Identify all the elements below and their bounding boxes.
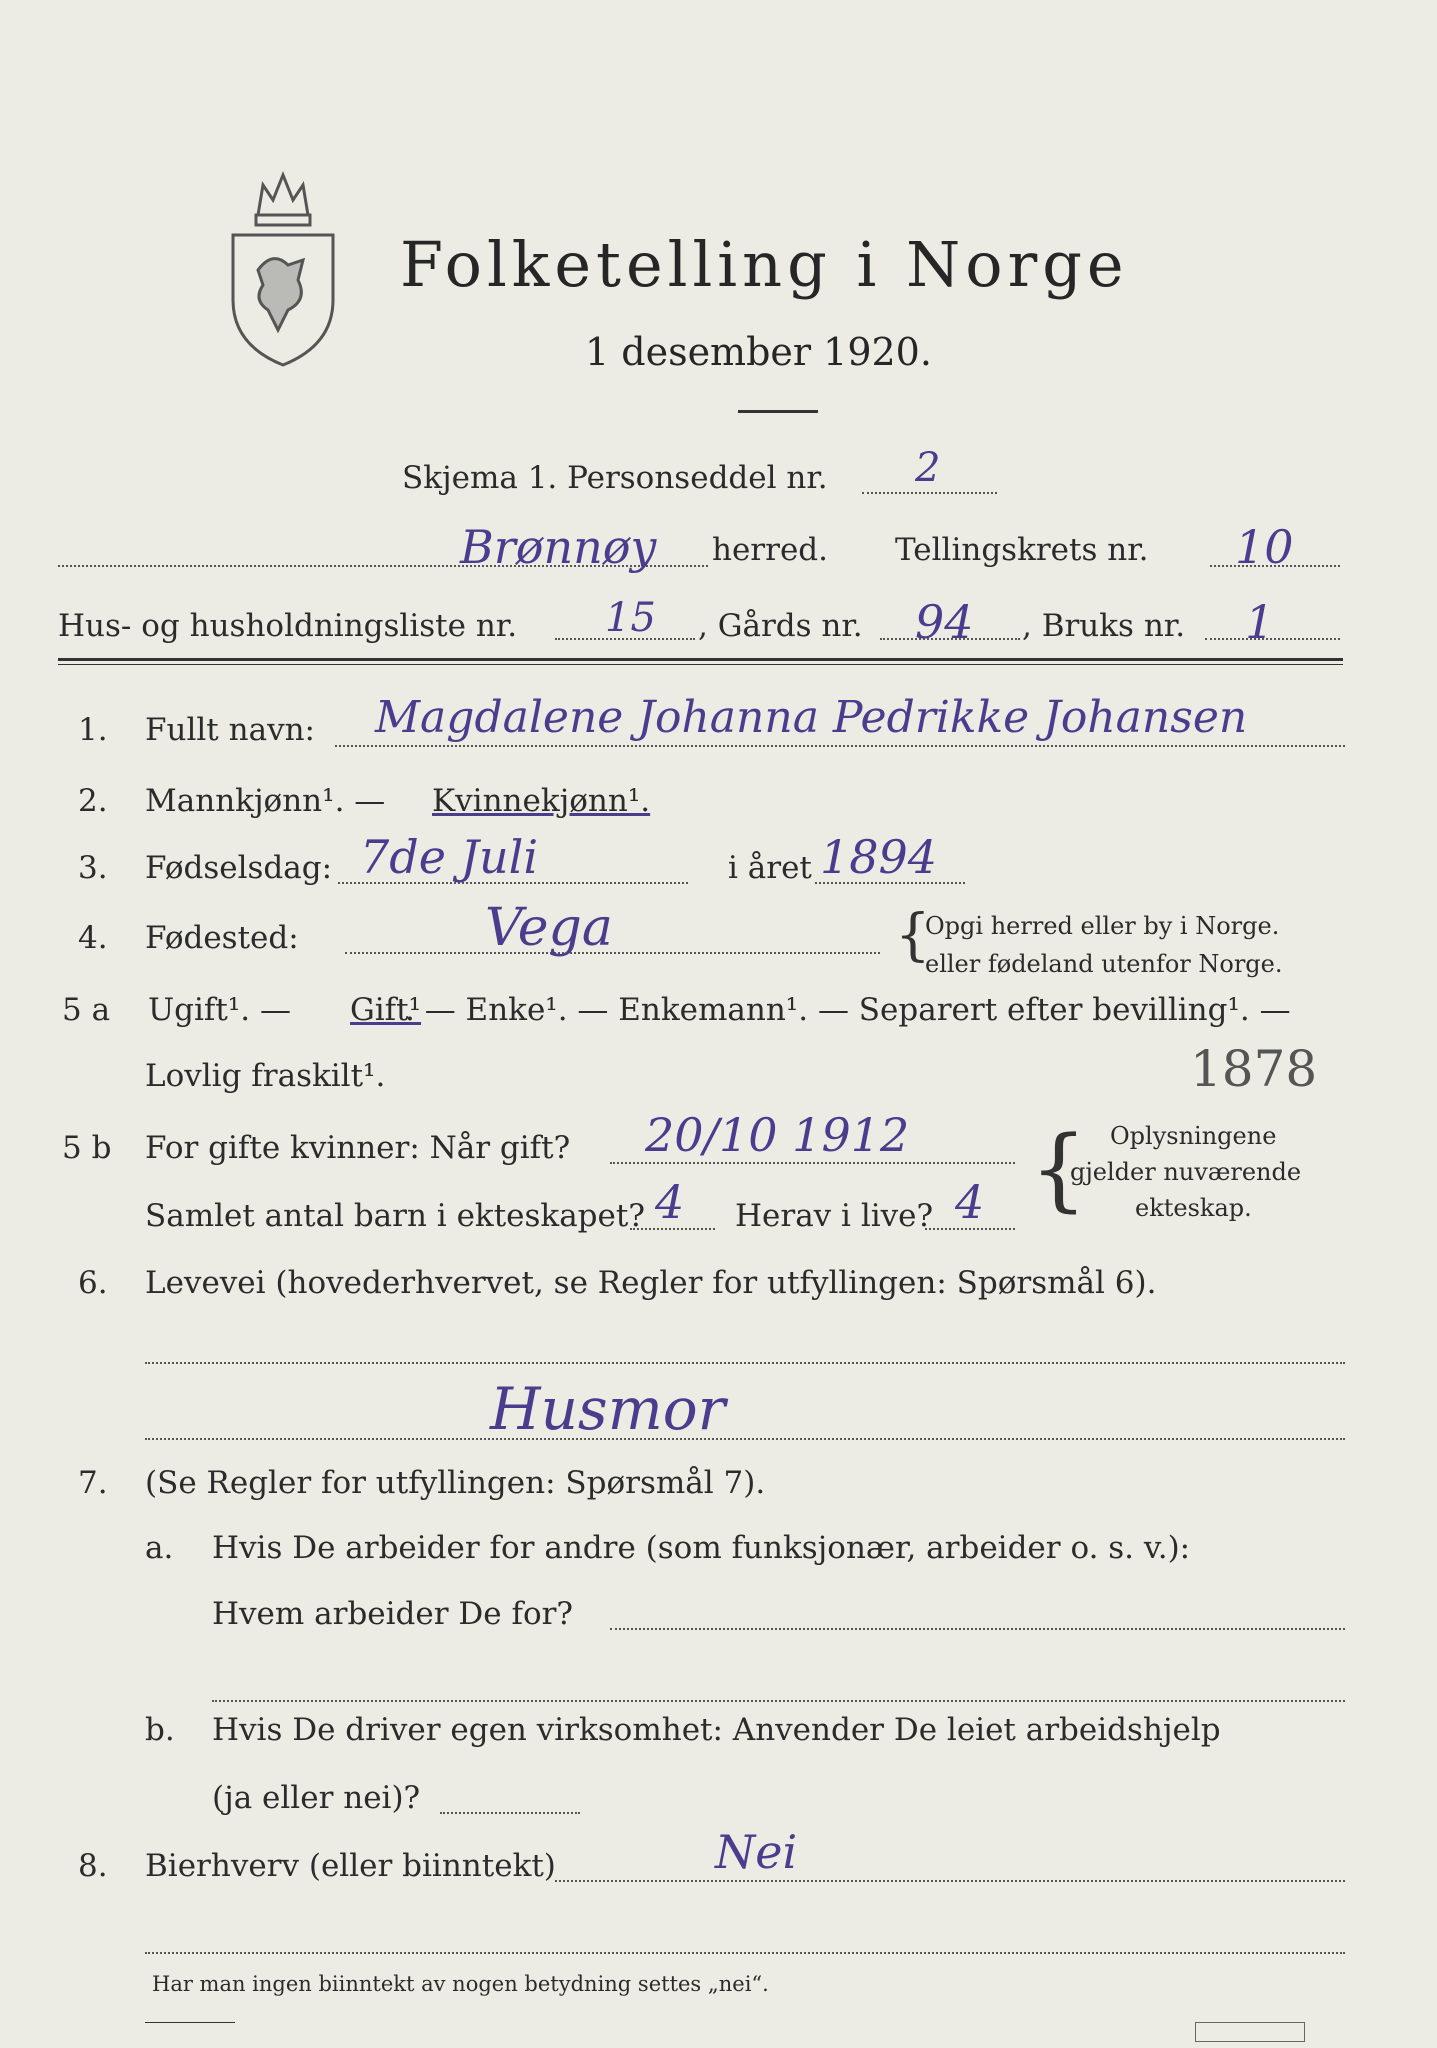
q6-occupation: Husmor: [490, 1375, 726, 1443]
q4-birthplace: Vega: [485, 898, 613, 958]
form-title: Folketelling i Norge: [400, 228, 1129, 301]
q5b-note-1: Oplysningene: [1110, 1122, 1277, 1150]
q5a-other-options: . — Enke¹. — Enkemann¹. — Separert efter bevilling¹. —: [405, 992, 1291, 1028]
q8-line: [555, 1880, 1345, 1882]
q7a-answer-line-2: [212, 1700, 1345, 1702]
q5a-divorced: Lovlig fraskilt¹.: [145, 1058, 386, 1094]
census-date: 1 desember 1920.: [585, 330, 932, 374]
q3-label: Fødselsdag:: [145, 850, 333, 886]
q4-label: Fødested:: [145, 920, 299, 956]
q5b-married-line: [610, 1162, 1015, 1164]
q6-label: Levevei (hovederhvervet, se Regler for utfyllingen: Spørsmål 6).: [145, 1265, 1157, 1301]
norwegian-coat-of-arms-icon: [218, 160, 348, 370]
farm-no-value: 94: [915, 595, 974, 649]
q6-line-1: [145, 1362, 1345, 1364]
q2-male: Mannkjønn¹. —: [145, 783, 386, 819]
q5b-children-value: 4: [655, 1175, 685, 1229]
q1-label: Fullt navn:: [145, 712, 315, 748]
q8-secondary-income: Nei: [715, 1825, 798, 1879]
q7b-line-1: Hvis De driver egen virksomhet: Anvender De leiet arbeidshjelp: [212, 1712, 1221, 1748]
q3-birth-year: 1894: [820, 830, 938, 884]
q5a-number: 5 a: [62, 992, 111, 1028]
q7a-line-1: Hvis De arbeider for andre (som funksjonær, arbeider o. s. v.):: [212, 1530, 1191, 1566]
use-label: , Bruks nr.: [1022, 608, 1186, 644]
header-rule-bottom: [58, 664, 1343, 665]
q8-number: 8.: [78, 1848, 108, 1884]
district-label: Tellingskrets nr.: [895, 532, 1149, 568]
q3-birth-day: 7de Juli: [360, 830, 539, 884]
schema-no-line: [862, 492, 997, 494]
q5a-gift-selected: Gift¹: [350, 992, 422, 1028]
use-no-value: 1: [1245, 595, 1275, 649]
header-rule-top: [58, 658, 1343, 661]
q4-note-1: Opgi herred eller by i Norge.: [925, 912, 1280, 940]
q7b-line-2: (ja eller nei)?: [212, 1780, 421, 1816]
footnote-rule: [145, 2022, 235, 2023]
q5b-label: For gifte kvinner: Når gift?: [145, 1130, 571, 1166]
q3-number: 3.: [78, 850, 108, 886]
q7-number: 7.: [78, 1465, 108, 1501]
q8-label: Bierhverv (eller biinntekt): [145, 1848, 556, 1884]
household-label: Hus- og husholdningsliste nr.: [58, 608, 518, 644]
title-divider: [738, 410, 818, 413]
q8-line-2: [145, 1952, 1345, 1954]
q5b-note-2: gjelder nuværende: [1070, 1158, 1302, 1186]
q5a-annotation: 1878: [1190, 1040, 1318, 1098]
printer-stamp: [1195, 2022, 1305, 2042]
q4-brace: {: [895, 903, 931, 968]
q5b-alive-value: 4: [955, 1175, 985, 1229]
q5a-ugift: Ugift¹. —: [148, 992, 291, 1028]
farm-label: , Gårds nr.: [698, 608, 863, 644]
q7a-letter: a.: [145, 1530, 174, 1566]
q7b-answer-line: [440, 1812, 580, 1814]
q5b-brace: {: [1030, 1117, 1088, 1222]
household-no-value: 15: [605, 595, 656, 641]
district-no-value: 10: [1235, 520, 1294, 574]
q5b-married-date: 20/10 1912: [645, 1108, 910, 1162]
q5b-alive-label: Herav i live?: [735, 1198, 934, 1234]
q2-number: 2.: [78, 783, 108, 819]
q7-label: (Se Regler for utfyllingen: Spørsmål 7).: [145, 1465, 766, 1501]
q1-line: [335, 745, 1345, 747]
municipality-value: Brønnøy: [460, 520, 657, 574]
q6-number: 6.: [78, 1265, 108, 1301]
q6-line-2: [145, 1438, 1345, 1440]
q5b-note-3: ekteskap.: [1135, 1194, 1252, 1222]
q1-number: 1.: [78, 712, 108, 748]
q2-female-selected: Kvinnekjønn¹.: [432, 783, 651, 819]
q5b-number: 5 b: [62, 1130, 112, 1166]
schema-label: Skjema 1. Personseddel nr.: [402, 460, 828, 496]
q4-note-2: eller fødeland utenfor Norge.: [925, 950, 1283, 978]
q7a-line-2: Hvem arbeider De for?: [212, 1596, 574, 1632]
q4-number: 4.: [78, 920, 108, 956]
q7a-answer-line: [610, 1628, 1345, 1630]
municipality-label: herred.: [712, 532, 828, 568]
q1-full-name: Magdalene Johanna Pedrikke Johansen: [375, 692, 1248, 743]
footer-note: Har man ingen biinntekt av nogen betydning settes „nei“.: [152, 1972, 769, 1996]
schema-no-value: 2: [915, 445, 941, 491]
q7b-letter: b.: [145, 1712, 175, 1748]
q3-year-label: i året: [728, 850, 812, 886]
q5b-children-label: Samlet antal barn i ekteskapet?: [145, 1198, 645, 1234]
